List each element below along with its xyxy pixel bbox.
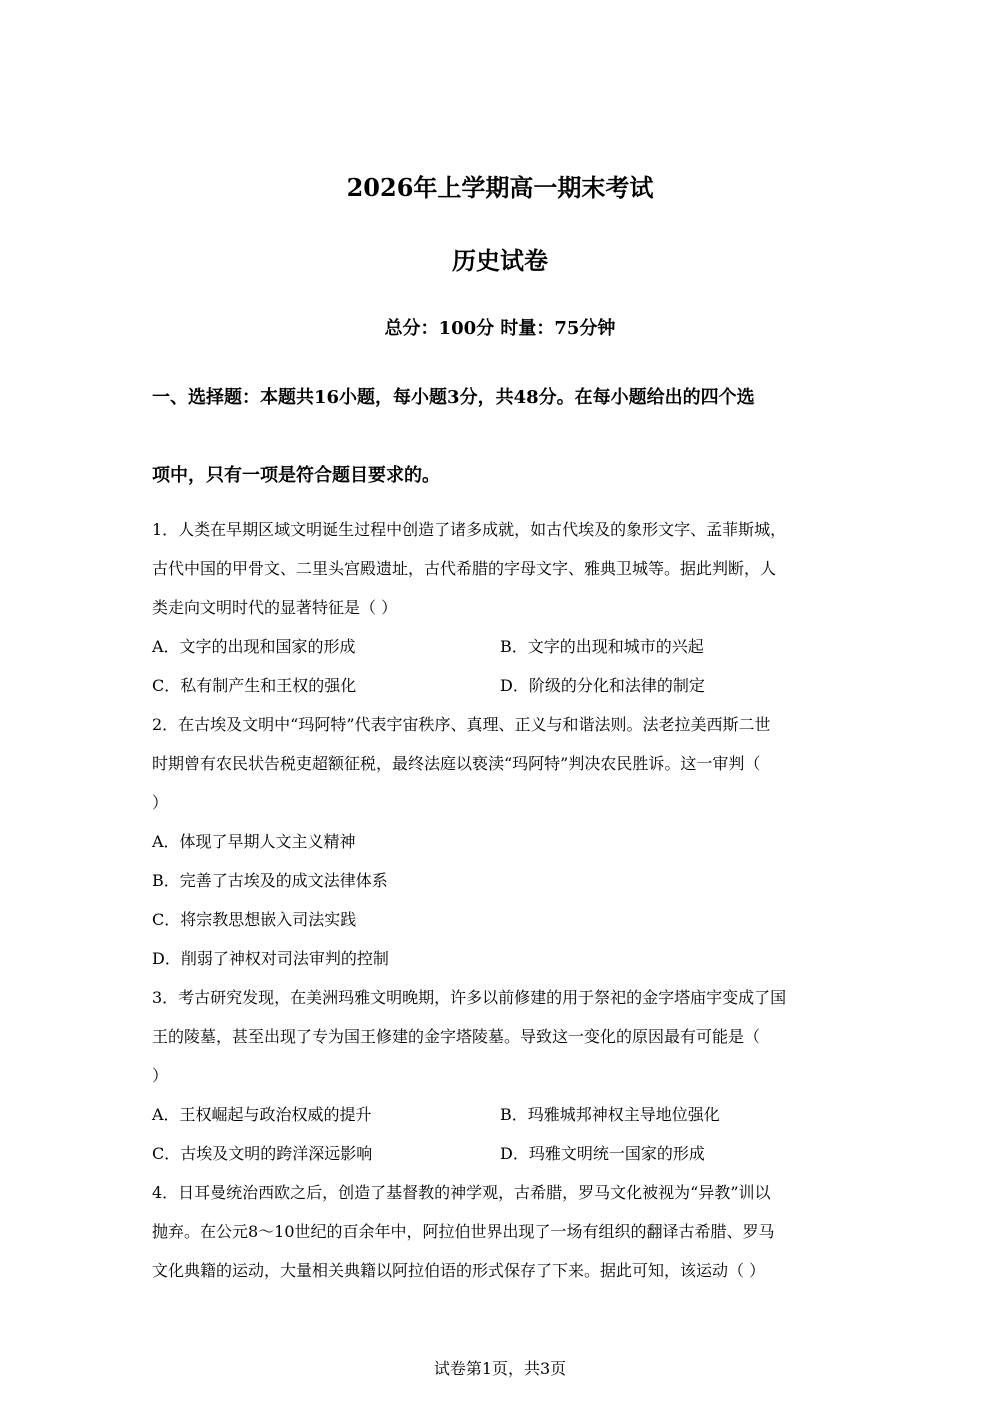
question-4-line-3: 文化典籍的运动，大量相关典籍以阿拉伯语的形式保存了下来。据此可知，该运动（ ） <box>152 1261 766 1280</box>
question-1-line-2: 古代中国的甲骨文、二里头宫殿遗址，古代希腊的字母文字、雅典卫城等。据此判断，人 <box>152 559 777 578</box>
question-2-line-2: 时期曾有农民状告税吏超额征税，最终法庭以亵渎“玛阿特”判决农民胜诉。这一审判（ <box>152 754 761 773</box>
question-3-line-3: ） <box>152 1066 169 1085</box>
question-1-option-b: B．文字的出现和城市的兴起 <box>500 637 704 656</box>
question-3-line-2: 王的陵墓，甚至出现了专为国王修建的金字塔陵墓。导致这一变化的原因最有可能是（ <box>152 1027 761 1046</box>
question-1-option-a: A．文字的出现和国家的形成 <box>152 637 356 656</box>
question-3-option-a: A．王权崛起与政治权威的提升 <box>152 1105 372 1124</box>
question-3-option-c: C．古埃及文明的跨洋深远影响 <box>152 1144 373 1163</box>
question-2-line-1: 2．在古埃及文明中“玛阿特”代表宇宙秩序、真理、正义与和谐法则。法老拉美西斯二世 <box>152 715 771 734</box>
question-3-option-b: B．玛雅城邦神权主导地位强化 <box>500 1105 720 1124</box>
page-footer: 试卷第1页，共3页 <box>433 1359 567 1378</box>
question-4-line-2: 抛弃。在公元8～10世纪的百余年中，阿拉伯世界出现了一场有组织的翻译古希腊、罗马 <box>152 1222 775 1241</box>
subject-title: 历史试卷 <box>452 246 548 275</box>
question-2-option-b: B．完善了古埃及的成文法律体系 <box>152 871 388 890</box>
question-2-option-c: C．将宗教思想嵌入司法实践 <box>152 910 357 929</box>
question-3-option-d: D．玛雅文明统一国家的形成 <box>500 1144 705 1163</box>
question-2-option-a: A．体现了早期人文主义精神 <box>152 832 356 851</box>
question-2-line-3: ） <box>152 793 169 812</box>
score-time-info: 总分：100分 时量：75分钟 <box>384 318 616 339</box>
question-1-option-d: D．阶级的分化和法律的制定 <box>500 676 705 695</box>
section-heading-line-1: 一、选择题：本题共16小题，每小题3分，共48分。在每小题给出的四个选 <box>152 387 755 408</box>
question-3-line-1: 3．考古研究发现，在美洲玛雅文明晚期，许多以前修建的用于祭祀的金字塔庙宇变成了国 <box>152 988 787 1007</box>
question-4-line-1: 4．日耳曼统治西欧之后，创造了基督教的神学观，古希腊，罗马文化被视为“异教”训以 <box>152 1183 771 1202</box>
question-1-option-c: C．私有制产生和王权的强化 <box>152 676 357 695</box>
question-2-option-d: D．削弱了神权对司法审判的控制 <box>152 949 389 968</box>
section-heading-line-2: 项中，只有一项是符合题目要求的。 <box>152 465 440 486</box>
exam-title: 2026年上学期高一期末考试 <box>346 173 654 202</box>
question-1-line-1: 1．人类在早期区域文明诞生过程中创造了诸多成就，如古代埃及的象形文字、孟菲斯城， <box>152 520 787 539</box>
question-1-line-3: 类走向文明时代的显著特征是（ ） <box>152 598 398 617</box>
